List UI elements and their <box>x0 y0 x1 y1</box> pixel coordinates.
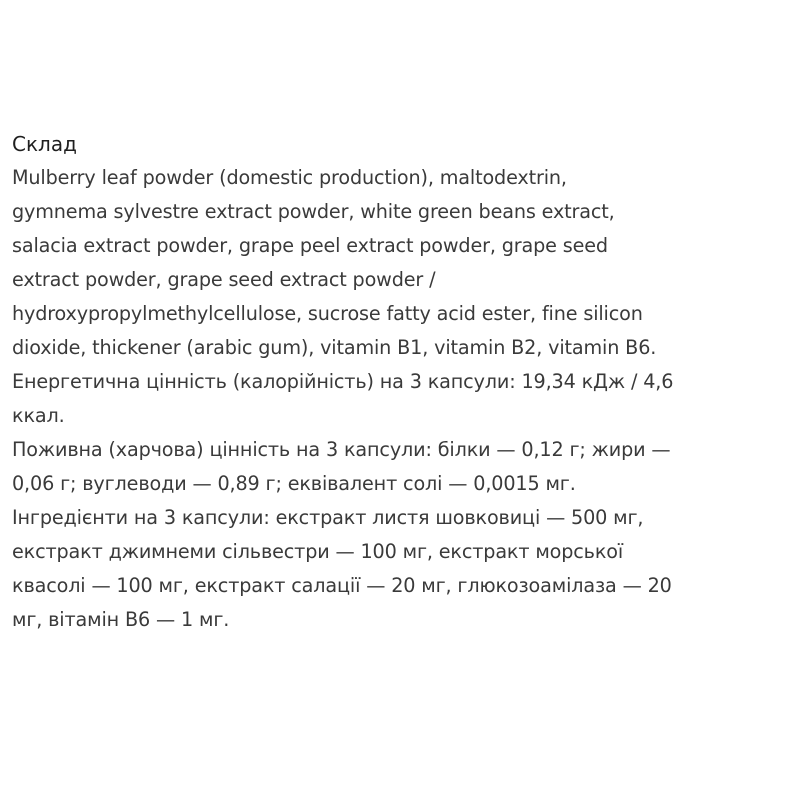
nutritional-value-paragraph: Поживна (харчова) цінність на 3 капсули: білки — 0,12 г; жири — 0,06 г; вуглеводи — 0,89 г; еквівалент солі — 0,0015 мг. <box>12 438 671 495</box>
ingredients-paragraph: Mulberry leaf powder (domestic production), maltodextrin, gymnema sylvestre extract powder, white green beans extract, salacia extract powder, grape peel extract powder, grape seed extract powder, grape seed extract powder / hydroxypropylmethylcellulose, sucrose fatty acid ester, fine silicon dioxide, thickener (arabic gum), vitamin B1, vitamin B2, vitamin B6. <box>12 166 657 359</box>
composition-section <box>12 126 792 637</box>
ingredients-per-capsule-paragraph: Інгредієнти на 3 капсули: екстракт листя шовковиці — 500 мг, екстракт джимнеми сільвестри — 100 мг, екстракт морської квасолі — 100 мг, екстракт салації — 20 мг, глюкозоамілаза — 20 мг, вітамін В6 — 1 мг. <box>12 506 672 631</box>
section-heading: Склад <box>12 132 77 156</box>
energy-value-paragraph: Енергетична цінність (калорійність) на 3 капсули: 19,34 кДж / 4,6 ккал. <box>12 370 674 427</box>
